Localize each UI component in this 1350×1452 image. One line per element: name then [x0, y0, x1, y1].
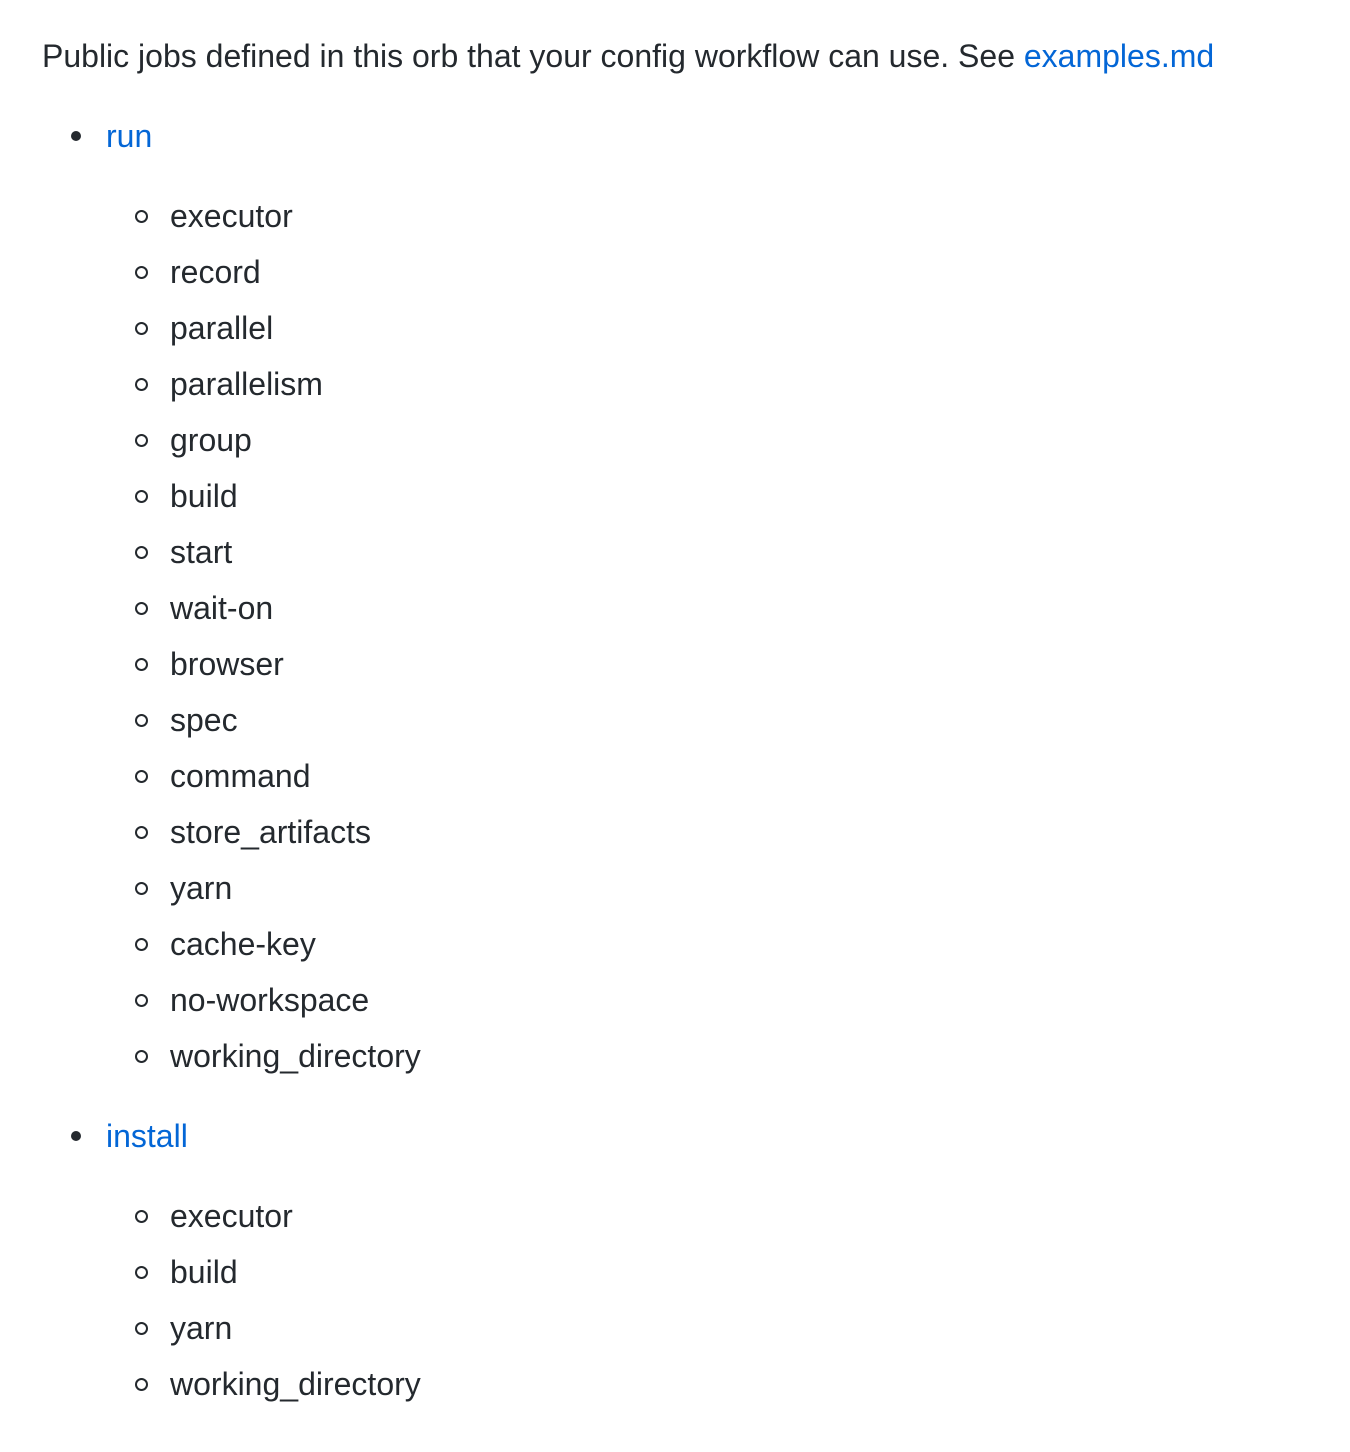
param-item — [0, 698, 700, 754]
job-heading — [0, 114, 600, 158]
param-item — [0, 250, 700, 306]
job-params-list — [0, 194, 700, 1090]
param-item — [0, 866, 700, 922]
bullet-circle-icon — [135, 1210, 148, 1223]
param-label: record — [170, 254, 261, 290]
job-heading — [0, 1114, 600, 1158]
param-label: command — [170, 758, 311, 794]
bullet-circle-icon — [135, 770, 148, 783]
param-item — [0, 1034, 700, 1090]
bullet-circle-icon — [135, 1266, 148, 1279]
job-link-run[interactable]: run — [106, 118, 153, 154]
bullet-circle-icon — [135, 1322, 148, 1335]
param-item — [0, 642, 700, 698]
intro-paragraph — [42, 34, 1214, 78]
param-label: executor — [170, 198, 293, 234]
bullet-circle-icon — [135, 658, 148, 671]
bullet-circle-icon — [135, 826, 148, 839]
param-item — [0, 362, 700, 418]
intro-text: Public jobs defined in this orb that your config workflow can use. See — [42, 38, 1024, 74]
param-item — [0, 530, 700, 586]
param-label: spec — [170, 702, 238, 738]
param-label: parallelism — [170, 366, 323, 402]
param-item — [0, 586, 700, 642]
examples-link[interactable]: examples.md — [1023, 38, 1215, 74]
param-label: executor — [170, 1198, 293, 1234]
param-label: cache-key — [170, 926, 316, 962]
param-label: wait-on — [170, 590, 274, 626]
bullet-disc-icon — [71, 131, 81, 141]
param-item — [0, 1306, 700, 1362]
bullet-circle-icon — [135, 266, 148, 279]
param-label: working_directory — [170, 1038, 421, 1074]
param-label: parallel — [170, 310, 274, 346]
param-label: store_artifacts — [170, 814, 371, 850]
bullet-circle-icon — [135, 994, 148, 1007]
param-label: no-workspace — [170, 982, 370, 1018]
bullet-circle-icon — [135, 1050, 148, 1063]
param-item — [0, 922, 700, 978]
bullet-circle-icon — [135, 938, 148, 951]
bullet-circle-icon — [135, 882, 148, 895]
param-label: browser — [170, 646, 284, 682]
param-item — [0, 194, 700, 250]
param-label: yarn — [170, 1310, 233, 1346]
param-item — [0, 754, 700, 810]
bullet-circle-icon — [135, 210, 148, 223]
bullet-circle-icon — [135, 1378, 148, 1391]
bullet-circle-icon — [135, 714, 148, 727]
param-label: build — [170, 478, 238, 514]
param-label: build — [170, 1254, 238, 1290]
bullet-disc-icon — [71, 1131, 81, 1141]
param-item — [0, 1362, 700, 1418]
param-label: working_directory — [170, 1366, 421, 1402]
param-item — [0, 1194, 700, 1250]
param-item — [0, 418, 700, 474]
param-label: group — [170, 422, 252, 458]
param-item — [0, 978, 700, 1034]
param-item — [0, 474, 700, 530]
param-label: yarn — [170, 870, 233, 906]
bullet-circle-icon — [135, 378, 148, 391]
param-label: start — [170, 534, 233, 570]
bullet-circle-icon — [135, 546, 148, 559]
param-item — [0, 810, 700, 866]
job-params-list — [0, 1194, 700, 1418]
bullet-circle-icon — [135, 602, 148, 615]
param-item — [0, 1250, 700, 1306]
bullet-circle-icon — [135, 490, 148, 503]
bullet-circle-icon — [135, 434, 148, 447]
bullet-circle-icon — [135, 322, 148, 335]
job-link-install[interactable]: install — [106, 1118, 188, 1154]
param-item — [0, 306, 700, 362]
